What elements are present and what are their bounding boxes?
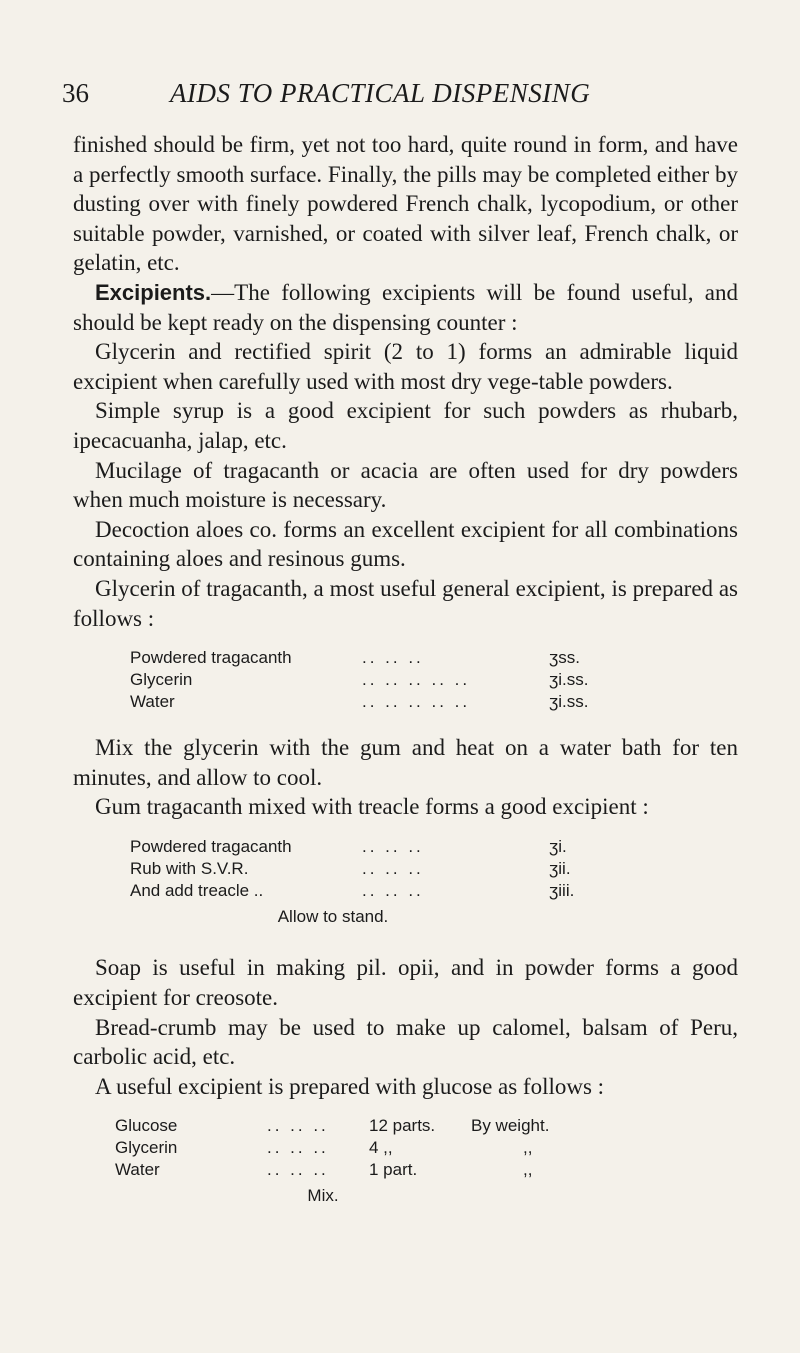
paragraph-text: —The following excipients will be found useful, and should be kept ready on the dispensing counter :	[73, 279, 738, 335]
paragraph: Bread-crumb may be used to make up calomel, balsam of Peru, carbolic acid, etc.	[73, 1014, 738, 1070]
paragraph: Simple syrup is a good excipient for such powders as rhubarb, ipecacuanha, jalap, etc.	[73, 398, 738, 453]
paragraph: Glycerin and rectified spirit (2 to 1) forms an admirable liquid excipient when carefully used with most dry vege-table powders.	[73, 339, 738, 394]
ingredient-name: Rub with S.V.R.	[130, 858, 249, 878]
recipe-row	[130, 669, 589, 691]
ingredient-unit-note: By weight.	[471, 1116, 550, 1136]
paragraph: Decoction aloes co. forms an excellent excipient for all combinations containing aloes and resinous gums.	[73, 516, 738, 572]
leader-dots: .. .. .. .. ..	[362, 692, 471, 712]
recipe-row	[130, 691, 589, 713]
recipe-row	[130, 858, 574, 880]
ingredient-name: Water	[115, 1160, 160, 1180]
paragraph: finished should be firm, yet not too hard, quite round in form, and have a perfectly smooth surface. Finally, the pills may be completed either by dusting over with finely powdered French chalk, lycopodium, or other suitable powder, varnished, or coated with silver leaf, French chalk, or gelatin, etc.	[73, 132, 738, 276]
ingredient-name: Water	[130, 692, 175, 712]
ingredient-name: And add treacle ..	[130, 880, 264, 900]
section-heading: Excipients.	[95, 279, 212, 305]
leader-dots: .. .. ..	[267, 1116, 329, 1136]
ingredient-name: Glycerin	[130, 670, 193, 690]
paragraph: A useful excipient is prepared with glucose as follows :	[95, 1073, 605, 1099]
ingredient-quantity: 1 part.	[369, 1160, 418, 1180]
recipe-row	[130, 647, 589, 669]
recipe-row	[115, 1115, 549, 1137]
ingredient-quantity: ʒi.ss.	[549, 670, 589, 690]
recipe-row	[115, 1159, 549, 1181]
leader-dots: .. .. .. .. ..	[362, 670, 471, 690]
ingredient-quantity: ʒi.ss.	[549, 692, 589, 712]
recipe-table-treacle	[130, 836, 574, 902]
running-head: AIDS TO PRACTICAL DISPENSING	[170, 78, 591, 108]
page-header	[62, 78, 752, 118]
paragraph: Glycerin of tragacanth, a most useful general excipient, is prepared as follows :	[73, 575, 738, 631]
recipe-note: Allow to stand.	[277, 906, 389, 926]
ingredient-quantity: 12 parts.	[369, 1116, 436, 1136]
recipe-note: Mix.	[307, 1186, 339, 1206]
ingredient-name: Glucose	[115, 1116, 178, 1136]
ingredient-unit-note: ,,	[523, 1138, 533, 1158]
ingredient-quantity: ʒiii.	[549, 880, 575, 900]
recipe-table-glucose	[115, 1115, 549, 1181]
ingredient-name: Glycerin	[115, 1138, 178, 1158]
paragraph: Mucilage of tragacanth or acacia are often used for dry powders when much moisture is necessary.	[73, 457, 738, 513]
ingredient-quantity: ʒi.	[549, 836, 567, 856]
leader-dots: .. .. ..	[362, 858, 424, 878]
ingredient-quantity: ʒss.	[549, 648, 580, 668]
leader-dots: .. .. ..	[267, 1138, 329, 1158]
ingredient-quantity: ʒii.	[549, 858, 571, 878]
leader-dots: .. .. ..	[362, 836, 424, 856]
recipe-row	[130, 836, 574, 858]
ingredient-quantity: 4 ,,	[369, 1138, 393, 1158]
leader-dots: .. .. ..	[362, 880, 424, 900]
recipe-row	[130, 880, 574, 902]
page-number: 36	[62, 78, 89, 108]
paragraph: Gum tragacanth mixed with treacle forms a good excipient :	[95, 794, 649, 820]
leader-dots: .. .. ..	[267, 1160, 329, 1180]
recipe-table-glycerin-tragacanth	[130, 647, 589, 713]
page-body	[73, 130, 738, 1211]
ingredient-name: Powdered tragacanth	[130, 836, 292, 856]
paragraph: Soap is useful in making pil. opii, and in powder forms a good excipient for creosote.	[73, 955, 738, 1011]
ingredient-name: Powdered tragacanth	[130, 648, 292, 668]
recipe-row	[115, 1137, 549, 1159]
paragraph-excipients	[73, 278, 738, 337]
leader-dots: .. .. ..	[362, 648, 424, 668]
ingredient-unit-note: ,,	[523, 1160, 533, 1180]
paragraph: Mix the glycerin with the gum and heat on a water bath for ten minutes, and allow to cool.	[73, 735, 738, 790]
